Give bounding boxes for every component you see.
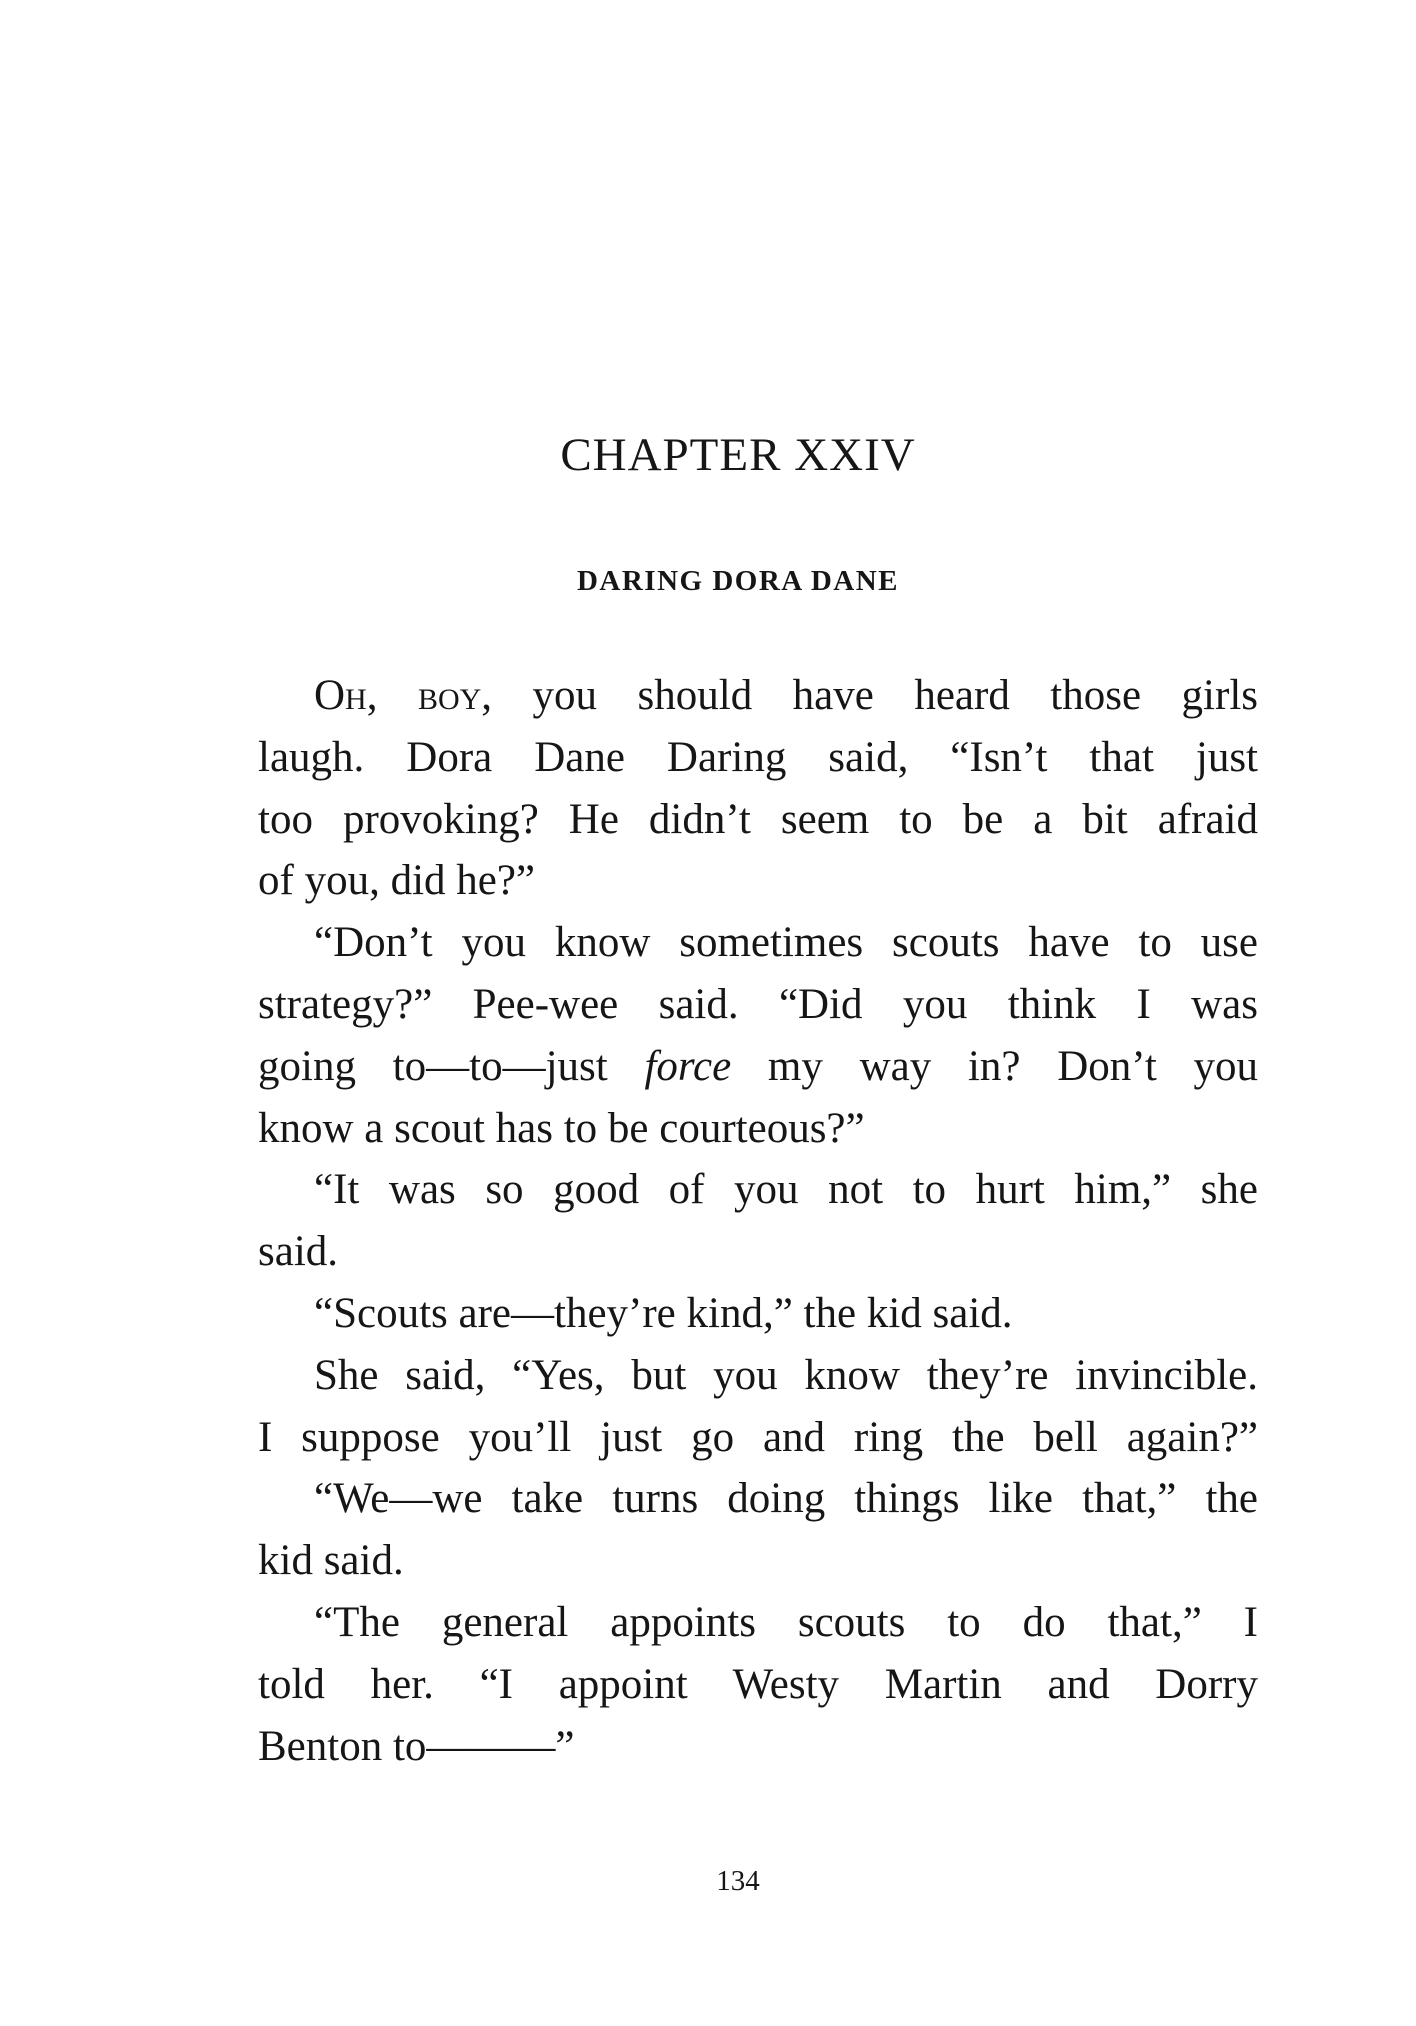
body-line: said. <box>258 1228 339 1276</box>
body-line: Benton to———” <box>258 1722 575 1770</box>
opening-words: Oh, boy, <box>314 672 493 719</box>
body-line-text: you should have heard those girls <box>492 672 1258 719</box>
body-line <box>258 665 1258 727</box>
body-line: kid said. <box>258 1537 404 1585</box>
body-line: “Don’t you know sometimes scouts have to use <box>314 919 1258 967</box>
body-line: laugh. Dora Dane Daring said, “Isn’t that just <box>258 733 1258 781</box>
body-line: “The general appoints scouts to do that,” I <box>314 1598 1258 1646</box>
page-number: 134 <box>716 1865 760 1897</box>
body-line: of you, did he?” <box>258 857 536 905</box>
body-line: “We—we take turns doing things like that,” the <box>314 1475 1258 1523</box>
body-line: “Scouts are—they’re kind,” the kid said. <box>314 1289 1013 1337</box>
body-line: strategy?” Pee-wee said. “Did you think I was <box>258 980 1258 1028</box>
body-line: She said, “Yes, but you know they’re invincible. <box>314 1351 1258 1399</box>
chapter-body <box>258 665 1258 1777</box>
body-line: I suppose you’ll just go and ring the bell again?” <box>258 1413 1258 1461</box>
chapter-title: CHAPTER XXIV <box>560 429 916 481</box>
body-line: going to—to—just force my way in? Don’t you <box>258 1042 1259 1090</box>
body-line: too provoking? He didn’t seem to be a bit afraid <box>258 795 1258 843</box>
body-line: “It was so good of you not to hurt him,” she <box>314 1166 1258 1214</box>
chapter-subtitle: DARING DORA DANE <box>576 565 900 597</box>
body-line: told her. “I appoint Westy Martin and Dorry <box>258 1660 1258 1708</box>
emphasis: force <box>644 1042 732 1090</box>
body-line: know a scout has to be courteous?” <box>258 1104 865 1152</box>
